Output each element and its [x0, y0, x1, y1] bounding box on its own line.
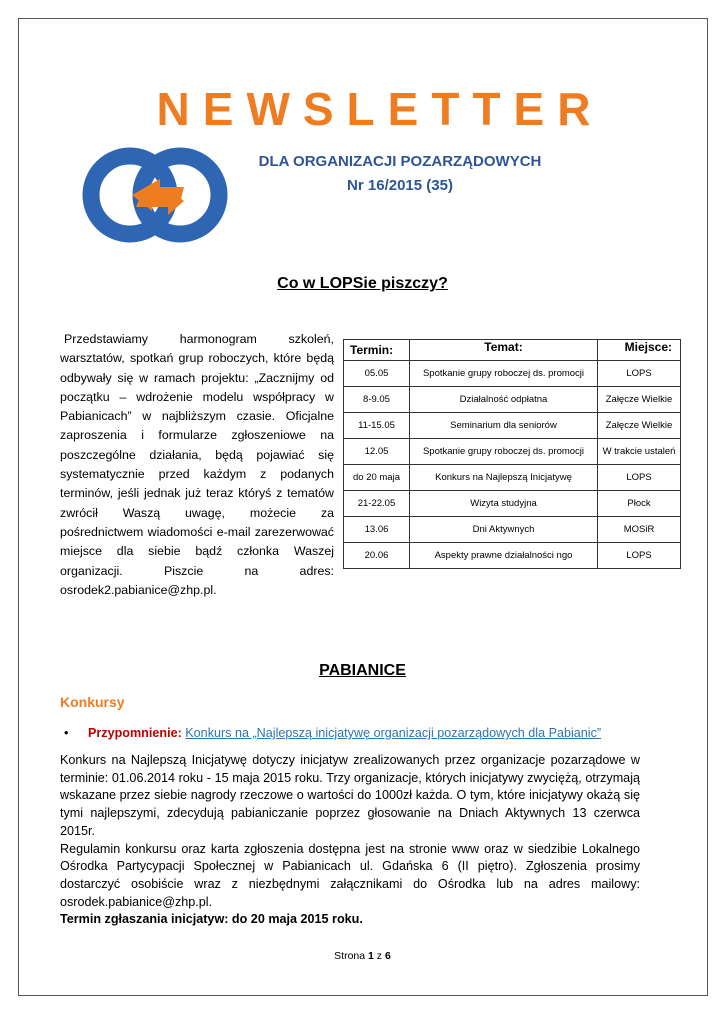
- footer-page: 1: [368, 950, 374, 962]
- schedule-row: [344, 543, 681, 569]
- cell-date: 20.06: [344, 543, 410, 569]
- deadline-text: Termin zgłaszania inicjatyw: do 20 maja 2015 roku.: [60, 912, 363, 927]
- paragraph-1: Konkurs na Najlepszą Inicjatywę dotyczy inicjatyw zrealizowanych przez organizacje pozarządowe w terminie: 01.06.2014 roku - 15 maja 2015 roku. Trzy organizacje, których inicjatywy zwyciężą, otrzymają wskazane przez siebie nagrody rzeczowe o wartości do 1000zł każda. O tym, które inicjatywy okażą się tymi najlepszymi, zdecydują pabianiczanie poprzez głosowanie na Dniach Aktywnych 13 czerwca 2015r.: [60, 753, 640, 838]
- konkurs-description: [60, 752, 640, 929]
- cell-topic: Dni Aktywnych: [410, 517, 598, 543]
- header-topic: Temat:: [410, 340, 598, 361]
- newsletter-title: NEWSLETTER: [156, 83, 604, 135]
- footer-prefix: Strona: [334, 950, 366, 962]
- cell-date: 13.06: [344, 517, 410, 543]
- cell-topic: Aspekty prawne działalności ngo: [410, 543, 598, 569]
- cell-topic: Wizyta studyjna: [410, 491, 598, 517]
- reminder-label: Przypomnienie:: [88, 726, 182, 740]
- page-footer: [0, 950, 725, 962]
- section-heading-pabianice: PABIANICE: [319, 662, 406, 679]
- cell-place: Płock: [598, 491, 681, 517]
- section-heading-lops: Co w LOPSie piszczy?: [277, 275, 448, 292]
- logo-icon: [80, 135, 230, 255]
- header-date: Termin:: [344, 340, 410, 361]
- cell-place: Załęcze Wielkie: [598, 413, 681, 439]
- cell-date: 11-15.05: [344, 413, 410, 439]
- intro-paragraph: [60, 330, 334, 600]
- paragraph-2: Regulamin konkursu oraz karta zgłoszenia dostępna jest na stronie www oraz w siedzibie Lokalnego Ośrodka Partycypacji Społecznej w Pabianicach ul. Gdańska 6 (II piętro). Zgłoszenia prosimy dostarczyć osobiście wraz z niezbędnymi załącznikami do Ośrodka lub na adres mailowy: osrodek.pabianice@zhp.pl.: [60, 841, 640, 909]
- bullet-icon: •: [64, 726, 69, 740]
- footer-sep: z: [376, 950, 383, 962]
- schedule-row: [344, 439, 681, 465]
- reminder-link[interactable]: Konkurs na „Najlepszą inicjatywę organizacji pozarządowych dla Pabianic”: [185, 726, 602, 740]
- schedule-table: [343, 339, 681, 569]
- subheading-konkursy: Konkursy: [60, 694, 125, 710]
- cell-date: 05.05: [344, 361, 410, 387]
- cell-place: LOPS: [598, 543, 681, 569]
- cell-topic: Seminarium dla seniorów: [410, 413, 598, 439]
- cell-place: LOPS: [598, 465, 681, 491]
- schedule-row: [344, 517, 681, 543]
- cell-topic: Konkurs na Najlepszą Inicjatywę: [410, 465, 598, 491]
- cell-place: Załęcze Wielkie: [598, 387, 681, 413]
- schedule-row: [344, 413, 681, 439]
- header-place: Miejsce:: [598, 340, 681, 361]
- cell-place: LOPS: [598, 361, 681, 387]
- schedule-row: [344, 465, 681, 491]
- cell-date: 12.05: [344, 439, 410, 465]
- cell-topic: Działalność odpłatna: [410, 387, 598, 413]
- cell-date: do 20 maja: [344, 465, 410, 491]
- cell-place: W trakcie ustaleń: [598, 439, 681, 465]
- cell-date: 21-22.05: [344, 491, 410, 517]
- cell-topic: Spotkanie grupy roboczej ds. promocji: [410, 361, 598, 387]
- schedule-header-row: [344, 340, 681, 361]
- cell-place: MOSiR: [598, 517, 681, 543]
- newsletter-subtitle: DLA ORGANIZACJI POZARZĄDOWYCH: [258, 153, 542, 170]
- cell-date: 8-9.05: [344, 387, 410, 413]
- schedule-row: [344, 491, 681, 517]
- schedule-row: [344, 387, 681, 413]
- footer-total: 6: [384, 950, 391, 962]
- intro-text: Przedstawiamy harmonogram szkoleń, warsztatów, spotkań grup roboczych, które będą odbywały się w ramach projektu: „Zacznijmy od początku – wdrożenie modelu współpracy w Pabianicach” w najbliższym czasie. Oficjalne zaproszenia i formularze zgłoszeniowe na poszczególne działania, będą pojawiać się systematycznie przed każdym z podanych terminów, jeśli jednak już teraz któryś z tematów zwrócił Waszą uwagę, możecie za pośrednictwem wiadomości e-mail zarezerwować miejsce dla siebie bądź członka Waszej organizacji. Piszcie na adres: osrodek2.pabianice@zhp.pl.: [60, 332, 334, 597]
- newsletter-issue: Nr 16/2015 (35): [347, 177, 453, 194]
- schedule-row: [344, 361, 681, 387]
- cell-topic: Spotkanie grupy roboczej ds. promocji: [410, 439, 598, 465]
